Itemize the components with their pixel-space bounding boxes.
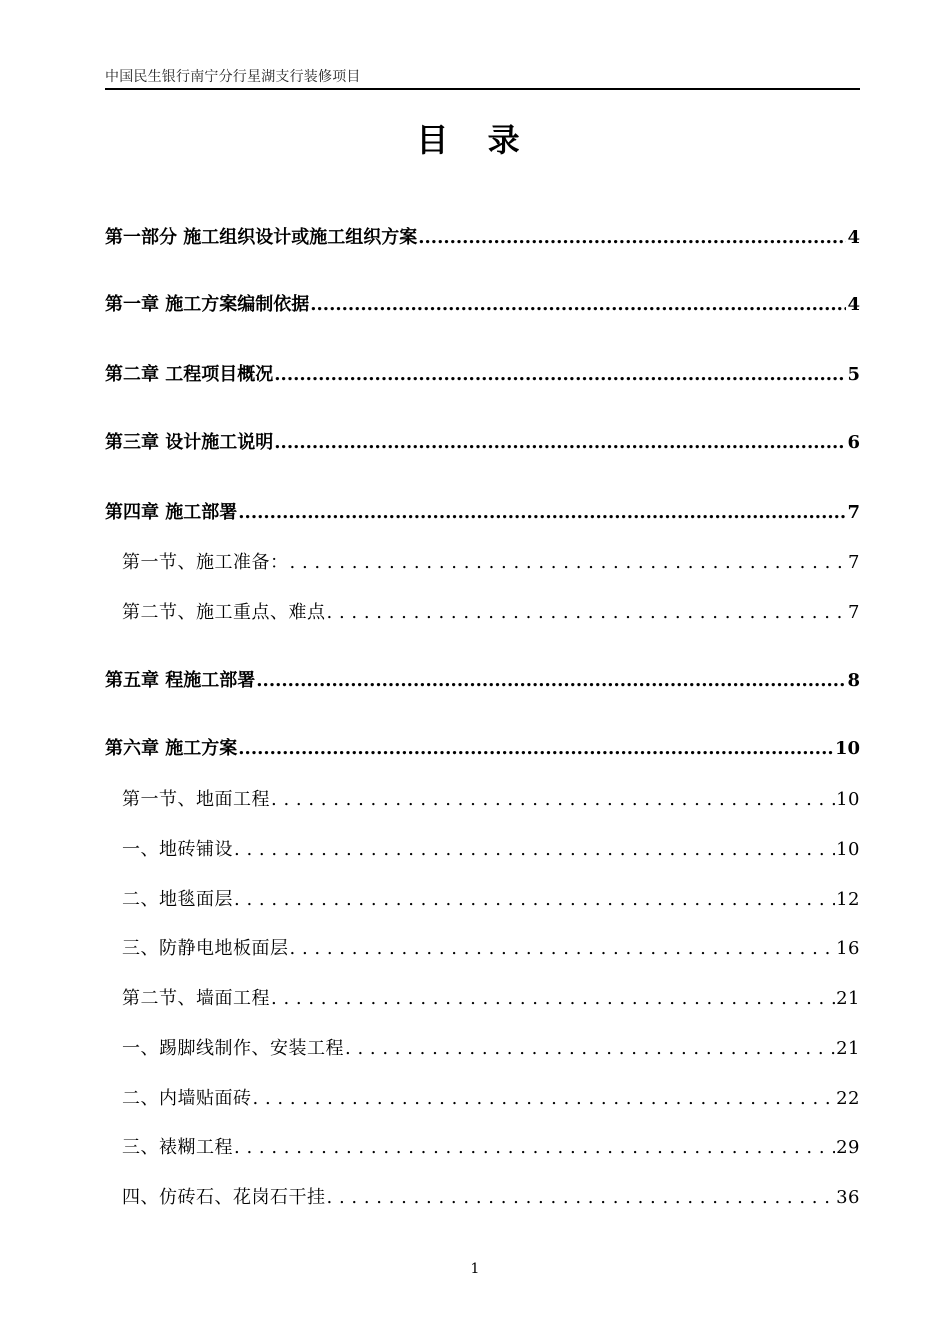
toc-entry-label: 第六章 施工方案 bbox=[105, 738, 238, 759]
toc-entry[interactable] bbox=[105, 600, 860, 626]
toc-entry-label: 第二章 工程项目概况 bbox=[105, 364, 274, 385]
toc-entry-label: 第四章 施工部署 bbox=[105, 502, 238, 523]
toc-dot-leader bbox=[256, 668, 846, 694]
toc-entry-label: 四、仿砖石、花岗石干挂 bbox=[122, 1187, 326, 1208]
toc-entry-page: 29 bbox=[836, 1137, 860, 1158]
toc-entry-page: 4 bbox=[847, 294, 860, 315]
toc-entry[interactable] bbox=[105, 1185, 860, 1211]
toc-dot-leader bbox=[271, 787, 835, 813]
toc-entry[interactable] bbox=[105, 362, 860, 388]
toc-entry-page: 7 bbox=[848, 602, 860, 623]
toc-dot-leader bbox=[274, 362, 846, 388]
toc-entry-label: 第一节、地面工程 bbox=[122, 789, 270, 810]
toc-entry-page: 22 bbox=[836, 1088, 860, 1109]
toc-dot-leader bbox=[274, 430, 846, 456]
toc-entry[interactable] bbox=[105, 887, 860, 913]
toc-dot-leader bbox=[345, 1036, 835, 1062]
page-number: 1 bbox=[470, 1261, 480, 1277]
toc-dot-leader bbox=[327, 600, 848, 626]
toc-entry[interactable] bbox=[105, 225, 860, 251]
toc-entry-label: 一、地砖铺设 bbox=[122, 839, 233, 860]
toc-entry[interactable] bbox=[105, 787, 860, 813]
toc-entry[interactable] bbox=[105, 986, 860, 1012]
page-title: 目 录 bbox=[416, 121, 534, 159]
toc-entry-label: 一、踢脚线制作、安装工程 bbox=[122, 1038, 344, 1059]
toc-entry-label: 第五章 程施工部署 bbox=[105, 670, 256, 691]
toc-dot-leader bbox=[310, 292, 846, 318]
toc-entry[interactable] bbox=[105, 1036, 860, 1062]
toc-dot-leader bbox=[238, 500, 846, 526]
toc-entry-page: 21 bbox=[836, 988, 860, 1009]
toc-entry-page: 7 bbox=[848, 552, 860, 573]
toc-dot-leader bbox=[327, 1185, 836, 1211]
toc-entry[interactable] bbox=[105, 1086, 860, 1112]
toc-entry-page: 4 bbox=[847, 227, 860, 248]
toc-entry-page: 36 bbox=[836, 1187, 860, 1208]
toc-entry[interactable] bbox=[105, 736, 860, 762]
toc-entry-page: 5 bbox=[847, 364, 860, 385]
toc-entry-page: 16 bbox=[836, 938, 860, 959]
toc-entry-page: 6 bbox=[847, 432, 860, 453]
toc-entry-label: 第一章 施工方案编制依据 bbox=[105, 294, 310, 315]
toc-entry-page: 10 bbox=[836, 789, 860, 810]
toc-dot-leader bbox=[234, 887, 835, 913]
toc-entry-label: 第三章 设计施工说明 bbox=[105, 432, 274, 453]
toc-entry[interactable] bbox=[105, 668, 860, 694]
toc-entry-page: 10 bbox=[834, 738, 860, 759]
toc-entry[interactable] bbox=[105, 1135, 860, 1161]
toc-dot-leader bbox=[290, 550, 848, 576]
toc-dot-leader bbox=[418, 225, 846, 251]
toc-entry[interactable] bbox=[105, 550, 860, 576]
toc-entry-page: 7 bbox=[847, 502, 860, 523]
toc-dot-leader bbox=[290, 936, 836, 962]
toc-entry[interactable] bbox=[105, 500, 860, 526]
toc-entry[interactable] bbox=[105, 292, 860, 318]
toc-dot-leader bbox=[234, 1135, 835, 1161]
toc-entry-label: 第二节、施工重点、难点 bbox=[122, 602, 326, 623]
toc-dot-leader bbox=[234, 837, 835, 863]
toc-entry-label: 三、防静电地板面层 bbox=[122, 938, 289, 959]
toc-dot-leader bbox=[238, 736, 834, 762]
toc-entry-page: 12 bbox=[836, 889, 860, 910]
toc-entry-label: 二、内墙贴面砖 bbox=[122, 1088, 252, 1109]
toc-entry-page: 10 bbox=[836, 839, 860, 860]
toc-entry-label: 第一节、施工准备： bbox=[122, 552, 289, 573]
toc-entry-label: 二、地毯面层 bbox=[122, 889, 233, 910]
toc-entry-page: 8 bbox=[847, 670, 860, 691]
toc-entry[interactable] bbox=[105, 837, 860, 863]
page-header bbox=[105, 66, 860, 90]
header-project-title: 中国民生银行南宁分行星湖支行装修项目 bbox=[105, 69, 361, 85]
toc-entry[interactable] bbox=[105, 430, 860, 456]
toc-dot-leader bbox=[271, 986, 835, 1012]
toc-entry-label: 第二节、墙面工程 bbox=[122, 988, 270, 1009]
toc-entry-label: 第一部分 施工组织设计或施工组织方案 bbox=[105, 227, 418, 248]
toc-entry[interactable] bbox=[105, 936, 860, 962]
toc-entry-label: 三、裱糊工程 bbox=[122, 1137, 233, 1158]
toc-dot-leader bbox=[253, 1086, 836, 1112]
toc-entry-page: 21 bbox=[836, 1038, 860, 1059]
